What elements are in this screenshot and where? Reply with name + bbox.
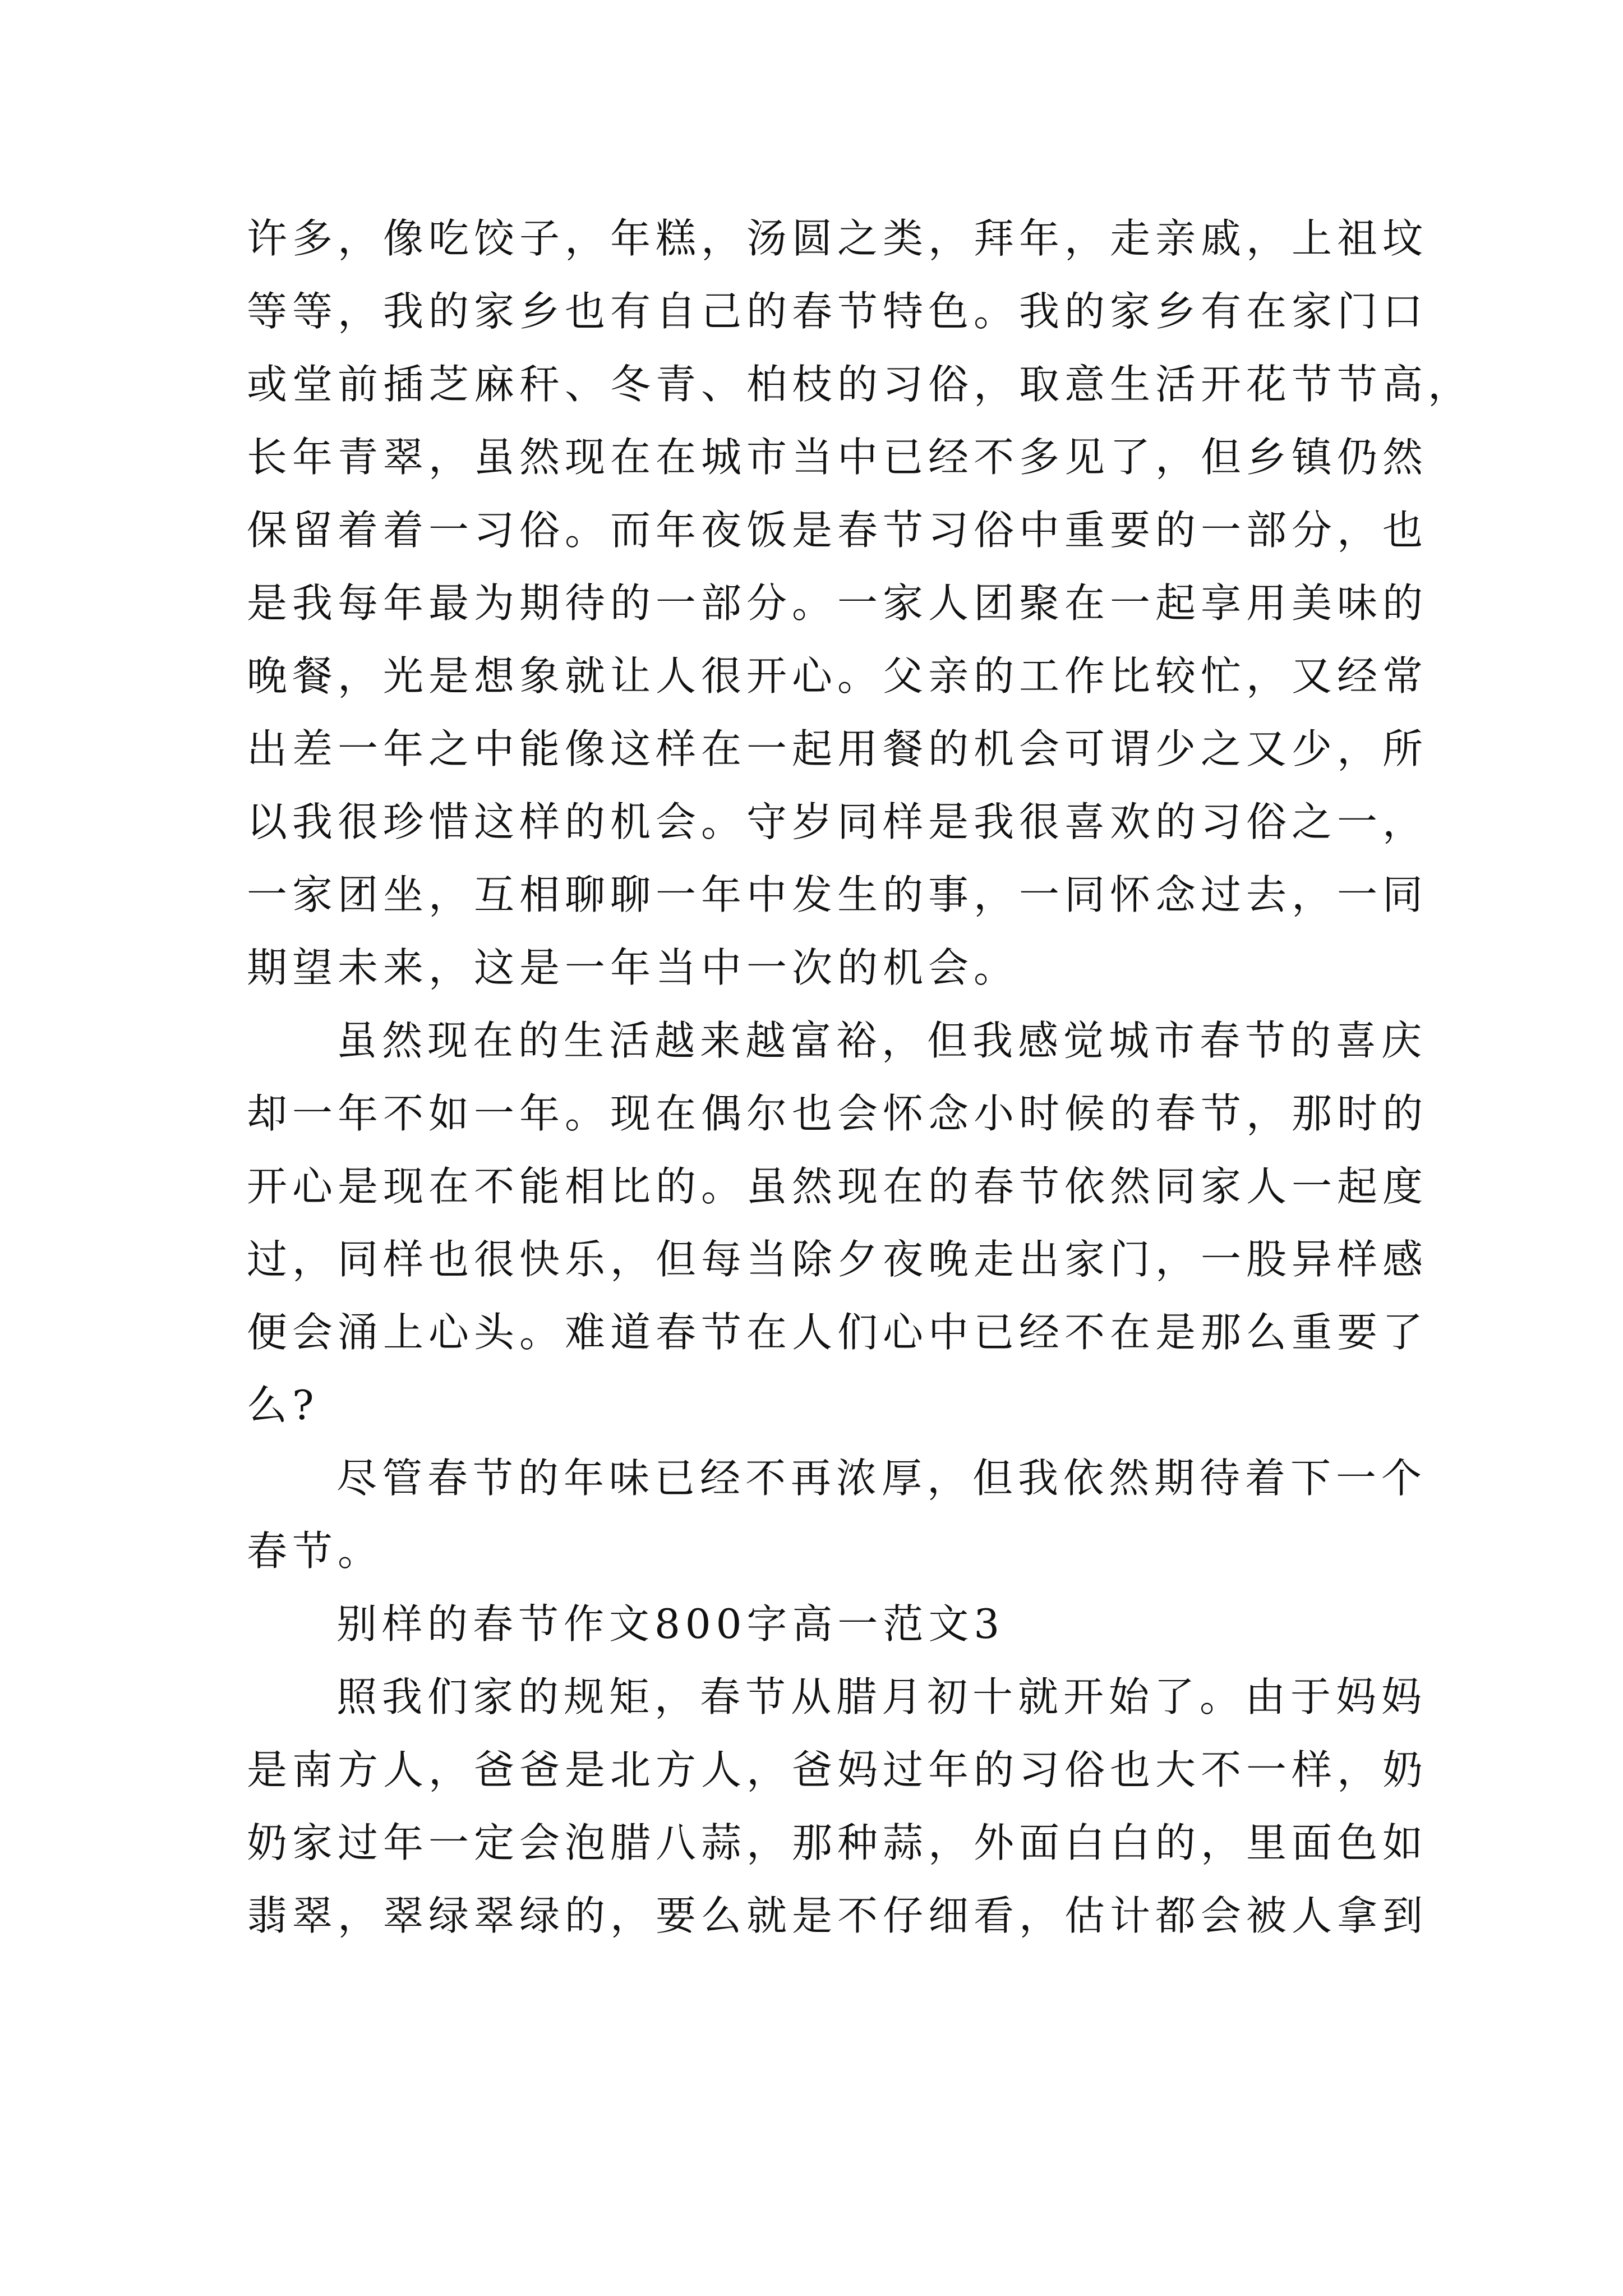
text-line: 出差一年之中能像这样在一起用餐的机会可谓少之又少，所	[247, 725, 1428, 772]
text-line: 便会涌上心头。难道春节在人们心中已经不在是那么重要了	[247, 1309, 1428, 1356]
text-line: 一家团坐，互相聊聊一年中发生的事，一同怀念过去，一同	[247, 871, 1428, 918]
text-line: 是我每年最为期待的一部分。一家人团聚在一起享用美味的	[247, 579, 1428, 627]
text-line: 却一年不如一年。现在偶尔也会怀念小时候的春节，那时的	[247, 1090, 1428, 1137]
text-line: 奶家过年一定会泡腊八蒜，那种蒜，外面白白的，里面色如	[247, 1819, 1428, 1866]
body-text	[247, 202, 1474, 1952]
paragraph-first-line: 尽管春节的年味已经不再浓厚，但我依然期待着下一个	[336, 1455, 1427, 1502]
text-line: 晚餐，光是想象就让人很开心。父亲的工作比较忙，又经常	[247, 652, 1428, 700]
text-line: 么?	[247, 1382, 319, 1429]
text-line: 保留着着一习俗。而年夜饭是春节习俗中重要的一部分，也	[247, 507, 1428, 554]
text-line: 过，同样也很快乐，但每当除夕夜晚走出家门，一股异样感	[247, 1236, 1428, 1283]
text-line: 等等，我的家乡也有自己的春节特色。我的家乡有在家门口	[247, 288, 1428, 335]
text-line: 长年青翠，虽然现在在城市当中已经不多见了，但乡镇仍然	[247, 434, 1428, 481]
paragraph-first-line: 虽然现在的生活越来越富裕，但我感觉城市春节的喜庆	[336, 1017, 1427, 1064]
paragraph-first-line: 照我们家的规矩，春节从腊月初十就开始了。由于妈妈	[336, 1673, 1427, 1720]
text-line: 开心是现在不能相比的。虽然现在的春节依然同家人一起度	[247, 1163, 1428, 1210]
section-heading: 别样的春节作文800字高一范文3	[336, 1600, 1005, 1648]
text-line: 或堂前插芝麻秆、冬青、柏枝的习俗，取意生活开花节节高，	[247, 361, 1474, 408]
text-line: 以我很珍惜这样的机会。守岁同样是我很喜欢的习俗之一，	[247, 798, 1428, 845]
text-line: 翡翠，翠绿翠绿的，要么就是不仔细看，估计都会被人拿到	[247, 1892, 1428, 1939]
text-line: 春节。	[247, 1527, 384, 1575]
text-line: 许多，像吃饺子，年糕，汤圆之类，拜年，走亲戚，上祖坟	[247, 215, 1428, 262]
text-line: 是南方人，爸爸是北方人，爸妈过年的习俗也大不一样，奶	[247, 1746, 1428, 1793]
text-line: 期望未来，这是一年当中一次的机会。	[247, 944, 1020, 991]
